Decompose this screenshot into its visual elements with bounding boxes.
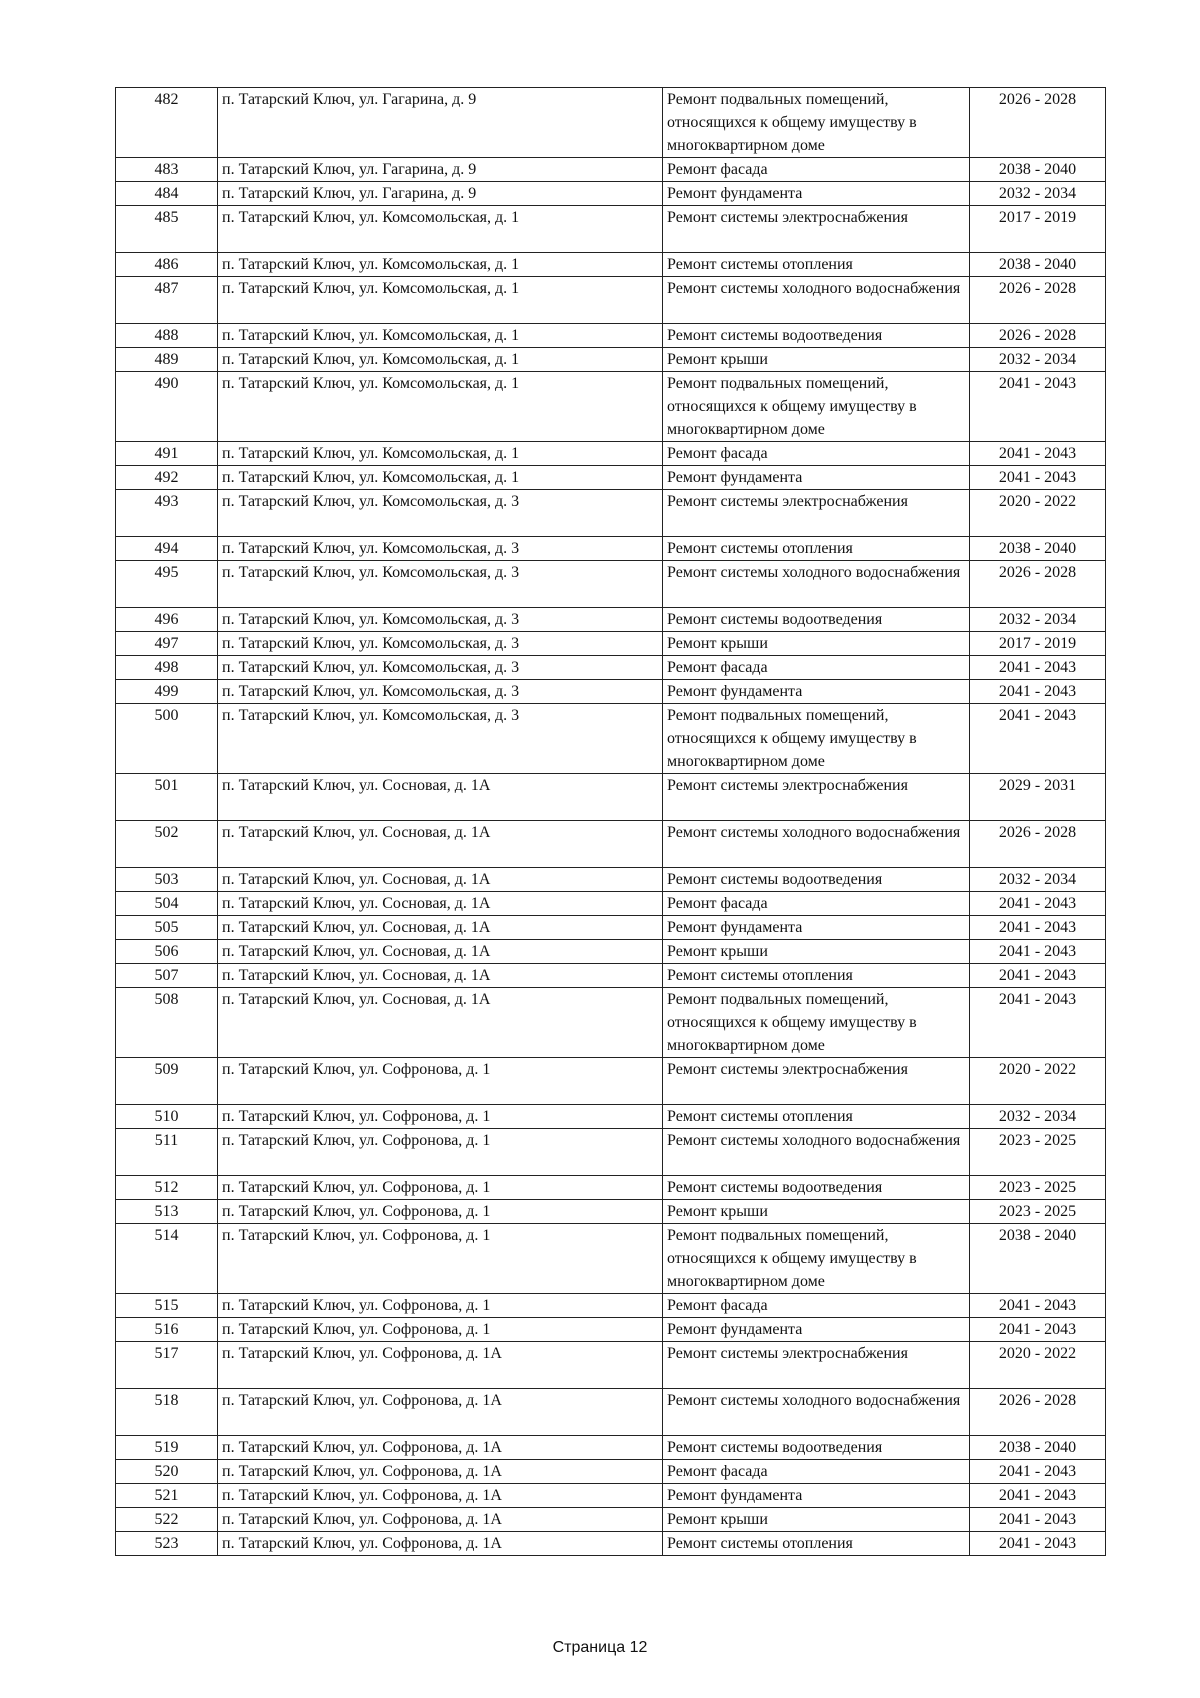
row-number-cell: 491	[116, 442, 218, 466]
period-cell: 2023 - 2025	[970, 1176, 1106, 1200]
row-number-cell: 496	[116, 608, 218, 632]
row-number-cell: 523	[116, 1532, 218, 1556]
table-row	[116, 1532, 1106, 1556]
row-number-cell: 504	[116, 892, 218, 916]
row-number-cell: 512	[116, 1176, 218, 1200]
table-row	[116, 988, 1106, 1058]
address-cell: п. Татарский Ключ, ул. Софронова, д. 1А	[218, 1436, 663, 1460]
address-cell: п. Татарский Ключ, ул. Софронова, д. 1А	[218, 1460, 663, 1484]
row-number-cell: 499	[116, 680, 218, 704]
row-number-cell: 505	[116, 916, 218, 940]
row-number-cell: 495	[116, 561, 218, 608]
row-number-cell: 490	[116, 372, 218, 442]
table-row	[116, 1460, 1106, 1484]
row-number-cell: 513	[116, 1200, 218, 1224]
period-cell: 2026 - 2028	[970, 561, 1106, 608]
row-number-cell: 521	[116, 1484, 218, 1508]
work-type-cell: Ремонт фундамента	[663, 680, 970, 704]
period-cell: 2038 - 2040	[970, 253, 1106, 277]
work-type-cell: Ремонт системы водоотведения	[663, 608, 970, 632]
period-cell: 2038 - 2040	[970, 537, 1106, 561]
table-row	[116, 774, 1106, 821]
work-type-cell: Ремонт системы холодного водоснабжения	[663, 561, 970, 608]
work-type-cell: Ремонт фасада	[663, 1294, 970, 1318]
period-cell: 2041 - 2043	[970, 1294, 1106, 1318]
address-cell: п. Татарский Ключ, ул. Софронова, д. 1	[218, 1294, 663, 1318]
row-number-cell: 489	[116, 348, 218, 372]
row-number-cell: 487	[116, 277, 218, 324]
table-row	[116, 1200, 1106, 1224]
table-row	[116, 466, 1106, 490]
table-row	[116, 537, 1106, 561]
period-cell: 2026 - 2028	[970, 324, 1106, 348]
table-row	[116, 561, 1106, 608]
period-cell: 2023 - 2025	[970, 1129, 1106, 1176]
table-row	[116, 656, 1106, 680]
period-cell: 2041 - 2043	[970, 940, 1106, 964]
address-cell: п. Татарский Ключ, ул. Комсомольская, д. 3	[218, 608, 663, 632]
address-cell: п. Татарский Ключ, ул. Гагарина, д. 9	[218, 158, 663, 182]
address-cell: п. Татарский Ключ, ул. Гагарина, д. 9	[218, 182, 663, 206]
work-type-cell: Ремонт системы отопления	[663, 1532, 970, 1556]
table-row	[116, 182, 1106, 206]
row-number-cell: 497	[116, 632, 218, 656]
period-cell: 2041 - 2043	[970, 1460, 1106, 1484]
period-cell: 2029 - 2031	[970, 774, 1106, 821]
period-cell: 2041 - 2043	[970, 704, 1106, 774]
row-number-cell: 519	[116, 1436, 218, 1460]
address-cell: п. Татарский Ключ, ул. Софронова, д. 1	[218, 1318, 663, 1342]
page-number: Страница 12	[552, 1639, 648, 1656]
address-cell: п. Татарский Ключ, ул. Гагарина, д. 9	[218, 88, 663, 158]
address-cell: п. Татарский Ключ, ул. Софронова, д. 1	[218, 1129, 663, 1176]
address-cell: п. Татарский Ключ, ул. Комсомольская, д. 3	[218, 561, 663, 608]
table-row	[116, 916, 1106, 940]
period-cell: 2026 - 2028	[970, 821, 1106, 868]
period-cell: 2041 - 2043	[970, 988, 1106, 1058]
row-number-cell: 493	[116, 490, 218, 537]
period-cell: 2041 - 2043	[970, 916, 1106, 940]
address-cell: п. Татарский Ключ, ул. Комсомольская, д. 1	[218, 206, 663, 253]
period-cell: 2020 - 2022	[970, 1058, 1106, 1105]
work-type-cell: Ремонт системы электроснабжения	[663, 774, 970, 821]
row-number-cell: 486	[116, 253, 218, 277]
row-number-cell: 507	[116, 964, 218, 988]
address-cell: п. Татарский Ключ, ул. Сосновая, д. 1А	[218, 821, 663, 868]
work-type-cell: Ремонт крыши	[663, 940, 970, 964]
period-cell: 2041 - 2043	[970, 964, 1106, 988]
row-number-cell: 498	[116, 656, 218, 680]
address-cell: п. Татарский Ключ, ул. Софронова, д. 1А	[218, 1342, 663, 1389]
table-row	[116, 253, 1106, 277]
address-cell: п. Татарский Ключ, ул. Комсомольская, д. 1	[218, 253, 663, 277]
table-row	[116, 348, 1106, 372]
address-cell: п. Татарский Ключ, ул. Сосновая, д. 1А	[218, 774, 663, 821]
work-type-cell: Ремонт крыши	[663, 1508, 970, 1532]
work-type-cell: Ремонт подвальных помещений, относящихся к общему имуществу в многоквартирном доме	[663, 88, 970, 158]
address-cell: п. Татарский Ключ, ул. Комсомольская, д. 3	[218, 680, 663, 704]
work-type-cell: Ремонт системы холодного водоснабжения	[663, 1129, 970, 1176]
period-cell: 2041 - 2043	[970, 466, 1106, 490]
row-number-cell: 510	[116, 1105, 218, 1129]
table-row	[116, 1508, 1106, 1532]
row-number-cell: 518	[116, 1389, 218, 1436]
table-row	[116, 892, 1106, 916]
period-cell: 2020 - 2022	[970, 1342, 1106, 1389]
row-number-cell: 502	[116, 821, 218, 868]
work-type-cell: Ремонт подвальных помещений, относящихся к общему имуществу в многоквартирном доме	[663, 372, 970, 442]
work-type-cell: Ремонт системы холодного водоснабжения	[663, 1389, 970, 1436]
period-cell: 2041 - 2043	[970, 372, 1106, 442]
work-type-cell: Ремонт фасада	[663, 656, 970, 680]
work-type-cell: Ремонт фундамента	[663, 1484, 970, 1508]
table-row	[116, 324, 1106, 348]
table-row	[116, 1342, 1106, 1389]
row-number-cell: 488	[116, 324, 218, 348]
row-number-cell: 483	[116, 158, 218, 182]
period-cell: 2026 - 2028	[970, 1389, 1106, 1436]
table-body	[116, 88, 1106, 1556]
table-row	[116, 1294, 1106, 1318]
period-cell: 2020 - 2022	[970, 490, 1106, 537]
address-cell: п. Татарский Ключ, ул. Комсомольская, д. 3	[218, 632, 663, 656]
work-type-cell: Ремонт системы электроснабжения	[663, 490, 970, 537]
period-cell: 2032 - 2034	[970, 348, 1106, 372]
row-number-cell: 492	[116, 466, 218, 490]
address-cell: п. Татарский Ключ, ул. Комсомольская, д. 3	[218, 490, 663, 537]
table-row	[116, 680, 1106, 704]
work-type-cell: Ремонт подвальных помещений, относящихся к общему имуществу в многоквартирном доме	[663, 988, 970, 1058]
table-row	[116, 1436, 1106, 1460]
table-row	[116, 372, 1106, 442]
address-cell: п. Татарский Ключ, ул. Сосновая, д. 1А	[218, 940, 663, 964]
period-cell: 2017 - 2019	[970, 206, 1106, 253]
table-row	[116, 1105, 1106, 1129]
table-row	[116, 206, 1106, 253]
work-type-cell: Ремонт фундамента	[663, 466, 970, 490]
repair-schedule-table	[115, 87, 1106, 1556]
table-row	[116, 442, 1106, 466]
work-type-cell: Ремонт системы электроснабжения	[663, 1058, 970, 1105]
row-number-cell: 514	[116, 1224, 218, 1294]
table-row	[116, 158, 1106, 182]
period-cell: 2041 - 2043	[970, 1508, 1106, 1532]
row-number-cell: 506	[116, 940, 218, 964]
period-cell: 2026 - 2028	[970, 88, 1106, 158]
row-number-cell: 494	[116, 537, 218, 561]
work-type-cell: Ремонт крыши	[663, 1200, 970, 1224]
table-row	[116, 608, 1106, 632]
row-number-cell: 509	[116, 1058, 218, 1105]
period-cell: 2032 - 2034	[970, 868, 1106, 892]
table-row	[116, 821, 1106, 868]
address-cell: п. Татарский Ключ, ул. Софронова, д. 1	[218, 1200, 663, 1224]
address-cell: п. Татарский Ключ, ул. Софронова, д. 1А	[218, 1389, 663, 1436]
table-row	[116, 632, 1106, 656]
period-cell: 2041 - 2043	[970, 442, 1106, 466]
address-cell: п. Татарский Ключ, ул. Софронова, д. 1	[218, 1105, 663, 1129]
period-cell: 2017 - 2019	[970, 632, 1106, 656]
row-number-cell: 482	[116, 88, 218, 158]
table-row	[116, 1224, 1106, 1294]
work-type-cell: Ремонт фасада	[663, 158, 970, 182]
table-row	[116, 1176, 1106, 1200]
address-cell: п. Татарский Ключ, ул. Сосновая, д. 1А	[218, 964, 663, 988]
address-cell: п. Татарский Ключ, ул. Софронова, д. 1А	[218, 1484, 663, 1508]
period-cell: 2041 - 2043	[970, 1318, 1106, 1342]
address-cell: п. Татарский Ключ, ул. Сосновая, д. 1А	[218, 916, 663, 940]
period-cell: 2041 - 2043	[970, 1532, 1106, 1556]
row-number-cell: 500	[116, 704, 218, 774]
period-cell: 2041 - 2043	[970, 656, 1106, 680]
address-cell: п. Татарский Ключ, ул. Софронова, д. 1А	[218, 1508, 663, 1532]
address-cell: п. Татарский Ключ, ул. Софронова, д. 1	[218, 1224, 663, 1294]
period-cell: 2041 - 2043	[970, 1484, 1106, 1508]
period-cell: 2038 - 2040	[970, 1436, 1106, 1460]
row-number-cell: 503	[116, 868, 218, 892]
row-number-cell: 516	[116, 1318, 218, 1342]
table-row	[116, 1058, 1106, 1105]
address-cell: п. Татарский Ключ, ул. Комсомольская, д. 1	[218, 324, 663, 348]
table-row	[116, 277, 1106, 324]
work-type-cell: Ремонт системы электроснабжения	[663, 1342, 970, 1389]
table-row	[116, 88, 1106, 158]
address-cell: п. Татарский Ключ, ул. Комсомольская, д. 1	[218, 466, 663, 490]
work-type-cell: Ремонт подвальных помещений, относящихся к общему имуществу в многоквартирном доме	[663, 1224, 970, 1294]
work-type-cell: Ремонт крыши	[663, 348, 970, 372]
table-row	[116, 1129, 1106, 1176]
row-number-cell: 501	[116, 774, 218, 821]
address-cell: п. Татарский Ключ, ул. Софронова, д. 1	[218, 1058, 663, 1105]
address-cell: п. Татарский Ключ, ул. Сосновая, д. 1А	[218, 868, 663, 892]
work-type-cell: Ремонт крыши	[663, 632, 970, 656]
row-number-cell: 484	[116, 182, 218, 206]
period-cell: 2032 - 2034	[970, 608, 1106, 632]
work-type-cell: Ремонт системы холодного водоснабжения	[663, 277, 970, 324]
table-row	[116, 704, 1106, 774]
address-cell: п. Татарский Ключ, ул. Комсомольская, д. 1	[218, 348, 663, 372]
period-cell: 2026 - 2028	[970, 277, 1106, 324]
work-type-cell: Ремонт системы водоотведения	[663, 324, 970, 348]
row-number-cell: 511	[116, 1129, 218, 1176]
table-row	[116, 1318, 1106, 1342]
row-number-cell: 517	[116, 1342, 218, 1389]
work-type-cell: Ремонт системы холодного водоснабжения	[663, 821, 970, 868]
address-cell: п. Татарский Ключ, ул. Софронова, д. 1А	[218, 1532, 663, 1556]
work-type-cell: Ремонт системы отопления	[663, 1105, 970, 1129]
address-cell: п. Татарский Ключ, ул. Софронова, д. 1	[218, 1176, 663, 1200]
table-row	[116, 490, 1106, 537]
work-type-cell: Ремонт системы отопления	[663, 537, 970, 561]
work-type-cell: Ремонт фундамента	[663, 1318, 970, 1342]
address-cell: п. Татарский Ключ, ул. Комсомольская, д. 3	[218, 537, 663, 561]
table-row	[116, 1484, 1106, 1508]
work-type-cell: Ремонт системы водоотведения	[663, 1176, 970, 1200]
period-cell: 2032 - 2034	[970, 1105, 1106, 1129]
work-type-cell: Ремонт фасада	[663, 892, 970, 916]
row-number-cell: 485	[116, 206, 218, 253]
table-row	[116, 1389, 1106, 1436]
period-cell: 2038 - 2040	[970, 158, 1106, 182]
work-type-cell: Ремонт фасада	[663, 442, 970, 466]
work-type-cell: Ремонт фундамента	[663, 182, 970, 206]
period-cell: 2038 - 2040	[970, 1224, 1106, 1294]
work-type-cell: Ремонт системы водоотведения	[663, 868, 970, 892]
address-cell: п. Татарский Ключ, ул. Комсомольская, д. 1	[218, 372, 663, 442]
row-number-cell: 508	[116, 988, 218, 1058]
work-type-cell: Ремонт системы отопления	[663, 964, 970, 988]
work-type-cell: Ремонт системы водоотведения	[663, 1436, 970, 1460]
work-type-cell: Ремонт фасада	[663, 1460, 970, 1484]
address-cell: п. Татарский Ключ, ул. Комсомольская, д. 3	[218, 704, 663, 774]
period-cell: 2041 - 2043	[970, 892, 1106, 916]
period-cell: 2032 - 2034	[970, 182, 1106, 206]
address-cell: п. Татарский Ключ, ул. Комсомольская, д. 1	[218, 277, 663, 324]
table-row	[116, 964, 1106, 988]
row-number-cell: 520	[116, 1460, 218, 1484]
row-number-cell: 515	[116, 1294, 218, 1318]
address-cell: п. Татарский Ключ, ул. Сосновая, д. 1А	[218, 988, 663, 1058]
table-row	[116, 868, 1106, 892]
work-type-cell: Ремонт подвальных помещений, относящихся к общему имуществу в многоквартирном доме	[663, 704, 970, 774]
work-type-cell: Ремонт фундамента	[663, 916, 970, 940]
work-type-cell: Ремонт системы отопления	[663, 253, 970, 277]
row-number-cell: 522	[116, 1508, 218, 1532]
period-cell: 2023 - 2025	[970, 1200, 1106, 1224]
work-type-cell: Ремонт системы электроснабжения	[663, 206, 970, 253]
period-cell: 2041 - 2043	[970, 680, 1106, 704]
table-row	[116, 940, 1106, 964]
address-cell: п. Татарский Ключ, ул. Комсомольская, д. 1	[218, 442, 663, 466]
address-cell: п. Татарский Ключ, ул. Сосновая, д. 1А	[218, 892, 663, 916]
address-cell: п. Татарский Ключ, ул. Комсомольская, д. 3	[218, 656, 663, 680]
